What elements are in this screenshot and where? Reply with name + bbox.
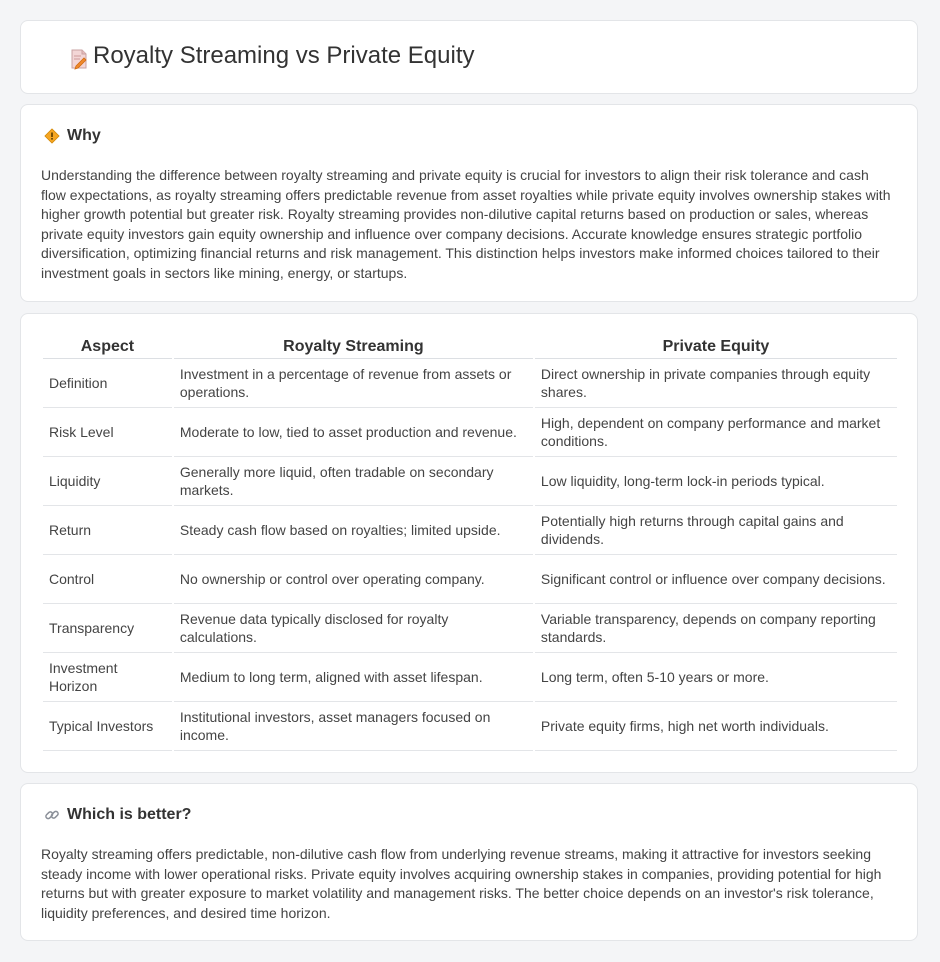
comparison-table-card (20, 313, 918, 773)
header-aspect: Aspect (43, 336, 172, 359)
private-equity-cell: High, dependent on company performance and market conditions. (535, 408, 897, 457)
header-private-equity: Private Equity (535, 336, 897, 359)
aspect-cell: Typical Investors (43, 702, 172, 751)
royalty-cell: Medium to long term, aligned with asset lifespan. (174, 653, 533, 702)
royalty-cell: Revenue data typically disclosed for royalty calculations. (174, 604, 533, 653)
header-royalty-streaming: Royalty Streaming (174, 336, 533, 359)
private-equity-cell: Potentially high returns through capital gains and dividends. (535, 506, 897, 555)
which-text: Royalty streaming offers predictable, non-dilutive cash flow from underlying revenue streams, making it attractive for investors seeking steady income with lower operational risks. Private equity involves acquiring ownership stakes in companies, providing potential for high returns but with greater exposure to market volatility and management risks. The better choice depends on an investor's risk tolerance, liquidity preferences, and desired time horizon. (41, 846, 882, 921)
aspect-cell: Liquidity (43, 457, 172, 506)
table-row (43, 408, 897, 457)
page-title: Royalty Streaming vs Private Equity (93, 42, 475, 69)
private-equity-cell: Private equity firms, high net worth individuals. (535, 702, 897, 751)
link-icon (43, 806, 61, 824)
which-heading (43, 806, 191, 824)
royalty-cell: Institutional investors, asset managers focused on income. (174, 702, 533, 751)
table-row (43, 457, 897, 506)
table-row (43, 702, 897, 751)
why-heading-label: Why (67, 127, 101, 144)
aspect-cell: Control (43, 555, 172, 604)
private-equity-cell: Long term, often 5-10 years or more. (535, 653, 897, 702)
which-heading-label: Which is better? (67, 806, 192, 823)
table-row (43, 653, 897, 702)
why-text: Understanding the difference between royalty streaming and private equity is crucial for investors to align their risk tolerance and cash flow expectations, as royalty streaming offers predictable revenue from asset royalties while private equity involves ownership stakes with higher growth potential but greater risk. Royalty streaming provides non-dilutive capital returns based on production or sales, whereas private equity investors gain equity ownership and influence over company decisions. Accurate knowledge ensures strategic portfolio diversification, optimizing financial returns and risk management. This distinction helps investors make informed choices tailored to their investment goals in sectors like mining, energy, or startups. (41, 167, 891, 281)
why-heading (43, 127, 101, 145)
royalty-cell: Steady cash flow based on royalties; limited upside. (174, 506, 533, 555)
aspect-cell: Definition (43, 359, 172, 408)
document-pencil-icon (67, 47, 91, 71)
royalty-cell: Moderate to low, tied to asset production and revenue. (174, 408, 533, 457)
why-section (20, 104, 918, 302)
table-row (43, 555, 897, 604)
royalty-cell: No ownership or control over operating company. (174, 555, 533, 604)
royalty-cell: Generally more liquid, often tradable on secondary markets. (174, 457, 533, 506)
warning-diamond-icon (43, 127, 61, 145)
aspect-cell: Transparency (43, 604, 172, 653)
table-row (43, 359, 897, 408)
table-row (43, 604, 897, 653)
table-row (43, 506, 897, 555)
table-header-row (43, 336, 897, 359)
aspect-cell: Risk Level (43, 408, 172, 457)
private-equity-cell: Variable transparency, depends on company reporting standards. (535, 604, 897, 653)
royalty-cell: Investment in a percentage of revenue from assets or operations. (174, 359, 533, 408)
aspect-cell: Return (43, 506, 172, 555)
which-is-better-section (20, 783, 918, 941)
private-equity-cell: Significant control or influence over company decisions. (535, 555, 897, 604)
private-equity-cell: Low liquidity, long-term lock-in periods typical. (535, 457, 897, 506)
aspect-cell: Investment Horizon (43, 653, 172, 702)
comparison-table (41, 336, 899, 751)
title-card (20, 20, 918, 94)
private-equity-cell: Direct ownership in private companies through equity shares. (535, 359, 897, 408)
